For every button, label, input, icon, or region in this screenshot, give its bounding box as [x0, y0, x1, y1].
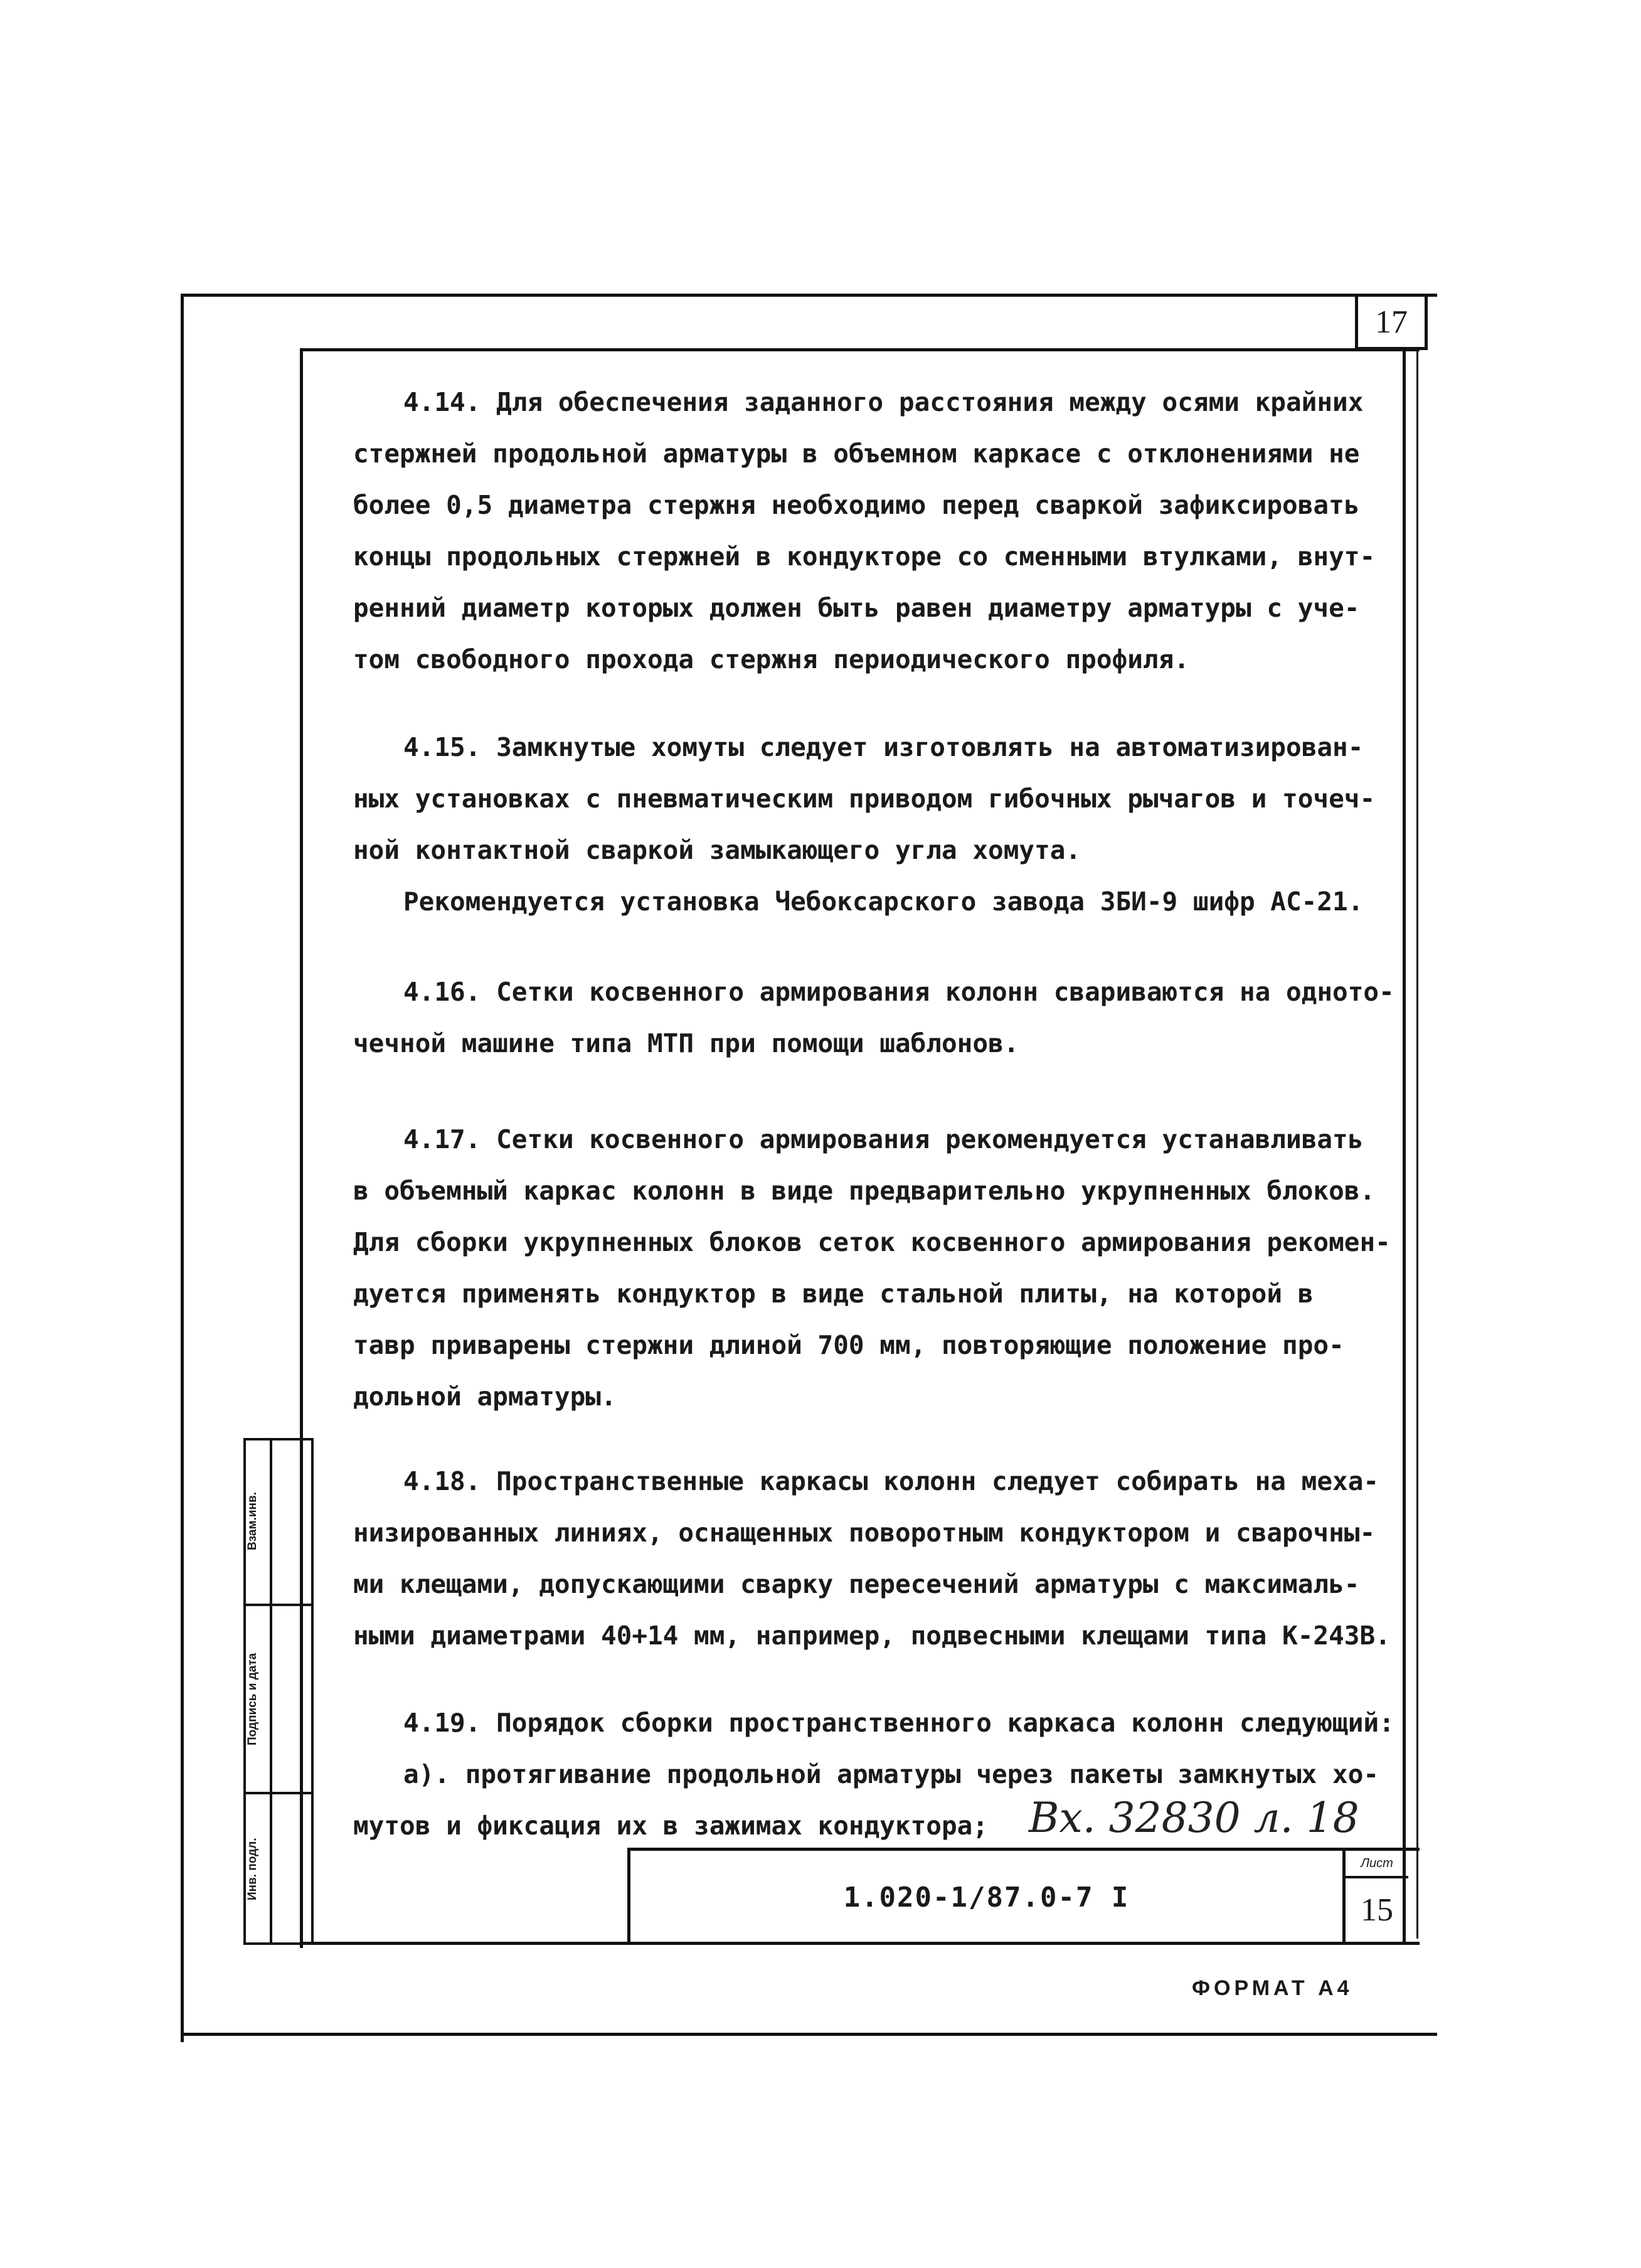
- text-line: ной контактной сваркой замыкающего угла хомута.: [353, 835, 1081, 865]
- text-line: а). протягивание продольной арматуры через пакеты замкнутых хо-: [403, 1759, 1379, 1789]
- paragraph-4-16: [353, 966, 1398, 1069]
- text-line: стержней продольной арматуры в объемном каркасе с отклонениями не: [353, 439, 1360, 469]
- top-sheet-number: 17: [1355, 295, 1428, 350]
- text-line: дуется применять кондуктор в виде стальной плиты, на которой в: [353, 1279, 1314, 1309]
- text-line: более 0,5 диаметра стержня необходимо перед сваркой зафиксировать: [353, 490, 1360, 520]
- text-line: том свободного прохода стержня периодического профиля.: [353, 644, 1189, 674]
- stamp-label-original-inventory: Инв. подл.: [246, 1838, 259, 1900]
- sheet-label: Лист: [1346, 1851, 1408, 1878]
- text-line: 4.19. Порядок сборки пространственного каркаса колонн следующий:: [403, 1708, 1394, 1738]
- paragraph-4-17: [353, 1114, 1398, 1422]
- text-line: тавр приварены стержни длиной 700 мм, повторяющие положение про-: [353, 1330, 1344, 1360]
- text-line: низированных линиях, оснащенных поворотным кондуктором и сварочны-: [353, 1518, 1376, 1548]
- text-line: 4.15. Замкнутые хомуты следует изготовлять на автоматизирован-: [403, 732, 1364, 762]
- text-line: Для сборки укрупненных блоков сеток косвенного армирования рекомен-: [353, 1227, 1391, 1257]
- margin-stamp-rule: [243, 1792, 314, 1794]
- text-line: 4.14. Для обеспечения заданного расстояния между осями крайних: [403, 387, 1364, 417]
- text-line: мутов и фиксация их в зажимах кондуктора;: [353, 1811, 989, 1841]
- text-line: концы продольных стержней в кондукторе со сменными втулками, внут-: [353, 541, 1376, 572]
- inner-frame-right-double: [1416, 351, 1418, 1939]
- text-line: в объемный каркас колонн в виде предварительно укрупненных блоков.: [353, 1176, 1376, 1206]
- text-line: Рекомендуется установка Чебоксарского завода ЗБИ-9 шифр АС-21.: [403, 886, 1364, 917]
- text-line: 4.18. Пространственные каркасы колонн следует собирать на меха-: [403, 1466, 1379, 1496]
- margin-stamp-rule: [243, 1604, 314, 1606]
- handwritten-note: Вх. 32830 л. 18: [1029, 1794, 1359, 1842]
- text-line: чечной машине типа МТП при помощи шаблонов.: [353, 1028, 1019, 1058]
- sheet-number: 15: [1361, 1892, 1393, 1928]
- text-line: ми клещами, допускающими сварку пересечений арматуры с максималь-: [353, 1569, 1360, 1599]
- text-line: дольной арматуры.: [353, 1382, 617, 1412]
- outer-frame-bottom: [181, 2033, 1437, 2036]
- text-line: ренний диаметр которых должен быть равен диаметру арматуры с учe-: [353, 593, 1360, 623]
- inner-frame-right: [1403, 348, 1406, 1942]
- paragraph-4-18: [353, 1456, 1398, 1661]
- text-line: ных установках с пневматическим приводом гибочных рычагов и точеч-: [353, 784, 1376, 814]
- format-label: ФОРМАТ А4: [1192, 1976, 1353, 2000]
- text-line: ными диаметрами 40+14 мм, например, подвесными клещами типа К-243В.: [353, 1621, 1391, 1651]
- paragraph-4-14: [353, 376, 1398, 685]
- text-line: 4.17. Сетки косвенного армирования рекомендуется устанавливать: [403, 1124, 1364, 1154]
- stamp-label-signature-date: Подпись и дата: [246, 1653, 259, 1745]
- stamp-label-replacement-inventory: Взам.инв.: [246, 1492, 259, 1551]
- document-code: 1.020-1/87.0-7 I: [843, 1882, 1130, 1914]
- text-line: 4.16. Сетки косвенного армирования колонн свариваются на одното-: [403, 977, 1394, 1007]
- paragraph-4-15: [353, 721, 1398, 927]
